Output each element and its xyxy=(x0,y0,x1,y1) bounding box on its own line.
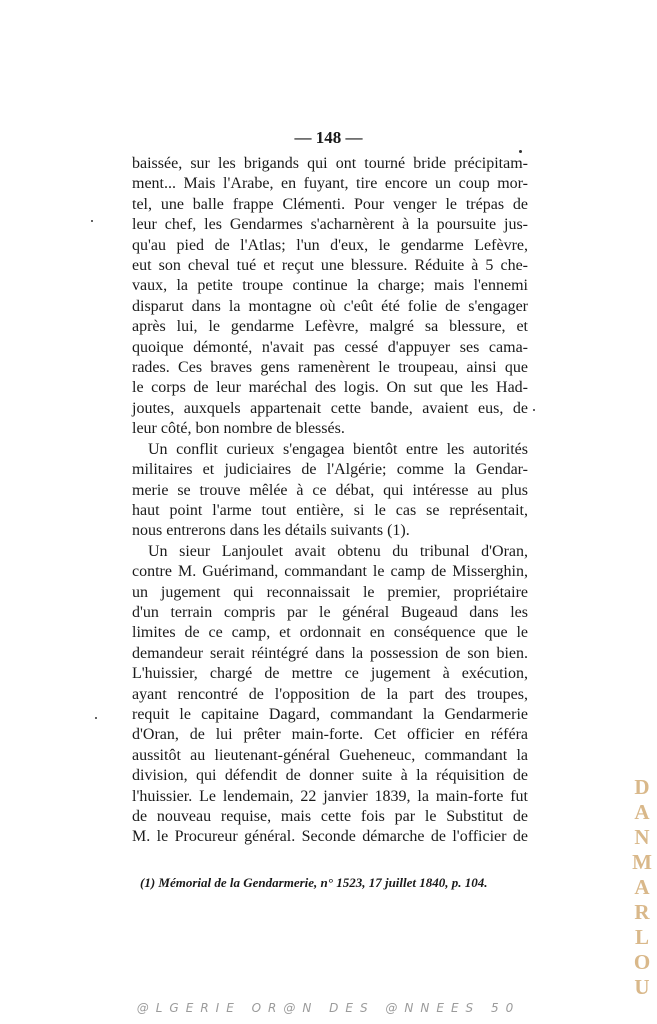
text-line: de nouveau requise, mais cette fois par le Substitut de xyxy=(132,808,528,825)
side-watermark-letter: M xyxy=(632,850,652,874)
body-text xyxy=(132,154,528,848)
text-line: demandeur serait réintégré dans la possession de son bien. xyxy=(132,644,528,662)
text-line: un jugement qui reconnaissait le premier, propriétaire xyxy=(132,583,528,601)
text-line: limites de ce camp, et ordonnait en conséquence que le xyxy=(132,624,528,642)
text-line: qu'au pied de l'Atlas; l'un d'eux, le gendarme Lefèvre, xyxy=(132,236,528,254)
ink-speck xyxy=(533,409,535,411)
side-watermark-letter: N xyxy=(634,825,650,849)
text-line: vaux, la petite troupe continue la charge; mais l'ennemi xyxy=(132,277,528,295)
text-line: disparut dans la montagne où c'eût été folie de s'engager xyxy=(132,297,528,315)
text-line: contre M. Guérimand, commandant le camp de Misserghin, xyxy=(132,563,528,581)
text-line: L'huissier, chargé de mettre ce jugement à exécution, xyxy=(132,665,528,683)
ink-speck xyxy=(519,150,522,153)
ink-speck xyxy=(91,220,93,222)
text-line: ment... Mais l'Arabe, en fuyant, tire encore un coup mor- xyxy=(132,175,528,193)
side-watermark-letter: U xyxy=(634,975,650,999)
text-line: joutes, auxquels appartenait cette bande, avaient eus, de xyxy=(132,399,528,417)
side-watermark-letter: O xyxy=(633,950,651,974)
text-line: M. le Procureur général. Seconde démarche de l'officier de xyxy=(132,828,528,846)
side-watermark-letter: A xyxy=(634,800,650,824)
text-line: d'Oran, de lui prêter main-forte. Cet officier en référa xyxy=(132,726,528,744)
bottom-watermark: @LGERIE OR@N DES @NNEES 50 xyxy=(136,1001,521,1015)
text-line: l'huissier. Le lendemain, 22 janvier 1839, la main-forte fut xyxy=(132,787,528,805)
text-line: tel, une balle frappe Clémenti. Pour venger le trépas de xyxy=(132,195,528,213)
text-line: d'un terrain compris par le général Bugeaud dans les xyxy=(132,603,528,621)
footnote: (1) Mémorial de la Gendarmerie, n° 1523, 17 juillet 1840, p. 104. xyxy=(140,875,488,890)
text-line: haut point l'arme tout entière, si le cas se représentait, xyxy=(132,501,528,519)
text-line: nous entrerons dans les détails suivants (1). xyxy=(132,522,410,540)
text-line: après lui, le gendarme Lefèvre, malgré sa blessure, et xyxy=(132,318,528,336)
text-line: militaires et judiciaires de l'Algérie; comme la Gendar- xyxy=(132,461,528,479)
text-line: aussitôt au lieutenant-général Gueheneuc, commandant la xyxy=(132,746,528,764)
text-line: le corps de leur maréchal des logis. On sut que les Had- xyxy=(132,379,528,397)
text-line: merie se trouve mêlée à ce débat, qui intéresse au plus xyxy=(132,481,528,499)
ink-speck xyxy=(95,717,97,719)
side-watermark xyxy=(632,775,652,1000)
text-line: leur chef, les Gendarmes s'acharnèrent à la poursuite jus- xyxy=(132,216,528,234)
text-line: eut son cheval tué et reçut une blessure. Réduite à 5 che- xyxy=(132,257,528,275)
text-line: rades. Ces braves gens ramenèrent le troupeau, ainsi que xyxy=(132,359,528,377)
text-line: Un sieur Lanjoulet avait obtenu du tribunal d'Oran, xyxy=(148,542,528,560)
side-watermark-letter: A xyxy=(634,875,650,899)
text-line: requit le capitaine Dagard, commandant la Gendarmerie xyxy=(132,705,528,723)
text-line: baissée, sur les brigands qui ont tourné bride précipitam- xyxy=(132,155,528,172)
text-line: Un conflit curieux s'engagea bientôt entre les autorités xyxy=(148,440,528,458)
text-line: division, qui défendit de donner suite à la réquisition de xyxy=(132,767,528,785)
side-watermark-letter: D xyxy=(634,775,650,799)
side-watermark-letter: R xyxy=(634,900,650,924)
text-line: leur côté, bon nombre de blessés. xyxy=(132,420,345,438)
text-line: quoique démonté, n'avait pas cessé d'appuyer ses cama- xyxy=(132,338,528,356)
text-line: ayant rencontré de l'opposition de la part des troupes, xyxy=(132,685,528,703)
page-number: — 148 — xyxy=(294,128,363,147)
side-watermark-letter: L xyxy=(634,925,649,949)
